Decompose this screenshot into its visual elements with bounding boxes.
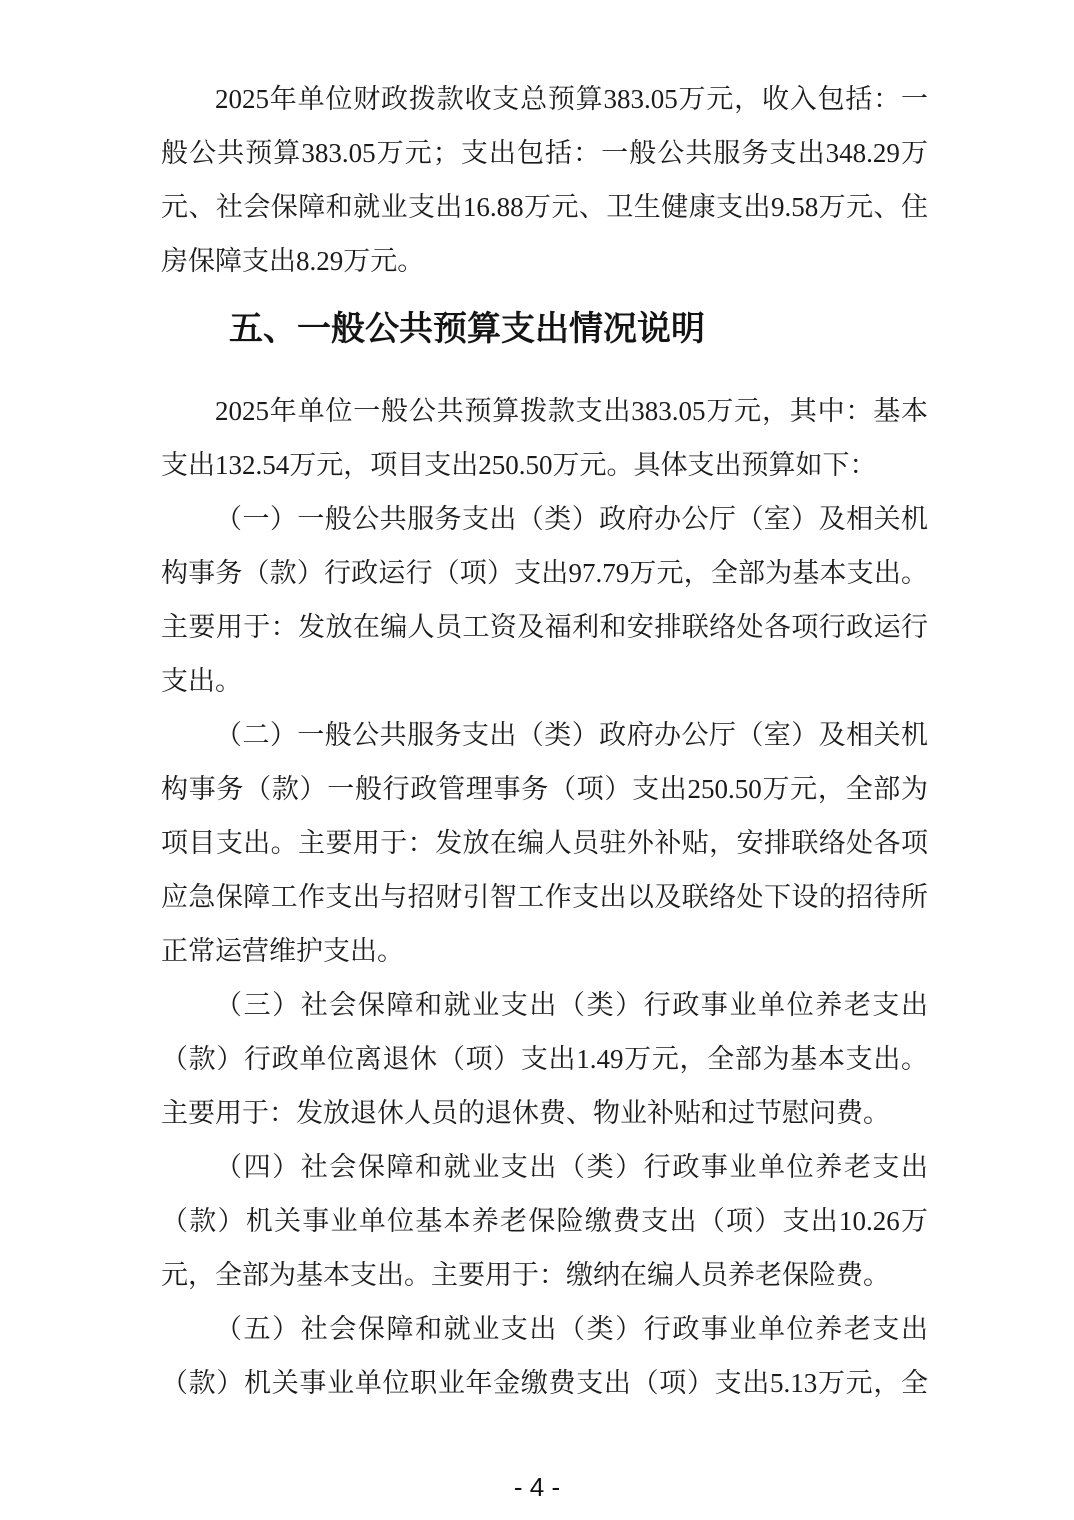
page-number: - 4 -	[513, 1472, 561, 1502]
body-paragraph-overview: 2025年单位一般公共预算拨款支出383.05万元，其中：基本支出132.54万元，项目支出250.50万元。具体支出预算如下：	[161, 396, 928, 480]
body-paragraph-item-1: （一）一般公共服务支出（类）政府办公厅（室）及相关机构事务（款）行政运行（项）支出97.79万元，全部为基本支出。主要用于：发放在编人员工资及福利和安排联络处各项行政运行支出。	[161, 504, 928, 696]
body-paragraph-item-5: （五）社会保障和就业支出（类）行政事业单位养老支出（款）机关事业单位职业年金缴费支出（项）支出5.13万元，全	[161, 1314, 928, 1398]
page-content	[161, 72, 928, 1410]
body-paragraph-item-3: （三）社会保障和就业支出（类）行政事业单位养老支出（款）行政单位离退休（项）支出1.49万元，全部为基本支出。主要用于：发放退休人员的退休费、物业补贴和过节慰问费。	[161, 990, 928, 1128]
body-paragraph-item-4: （四）社会保障和就业支出（类）行政事业单位养老支出（款）机关事业单位基本养老保险缴费支出（项）支出10.26万元，全部为基本支出。主要用于：缴纳在编人员养老保险费。	[161, 1152, 928, 1290]
body-paragraph-item-2: （二）一般公共服务支出（类）政府办公厅（室）及相关机构事务（款）一般行政管理事务（项）支出250.50万元，全部为项目支出。主要用于：发放在编人员驻外补贴，安排联络处各项应急保障工作支出与招财引智工作支出以及联络处下设的招待所正常运营维护支出。	[161, 720, 928, 966]
intro-paragraph: 2025年单位财政拨款收支总预算383.05万元，收入包括：一般公共预算383.05万元；支出包括：一般公共服务支出348.29万元、社会保障和就业支出16.88万元、卫生健康支出9.58万元、住房保障支出8.29万元。	[161, 84, 928, 276]
page-footer	[0, 1472, 1074, 1503]
section-heading: 五、一般公共预算支出情况说明	[229, 310, 705, 348]
